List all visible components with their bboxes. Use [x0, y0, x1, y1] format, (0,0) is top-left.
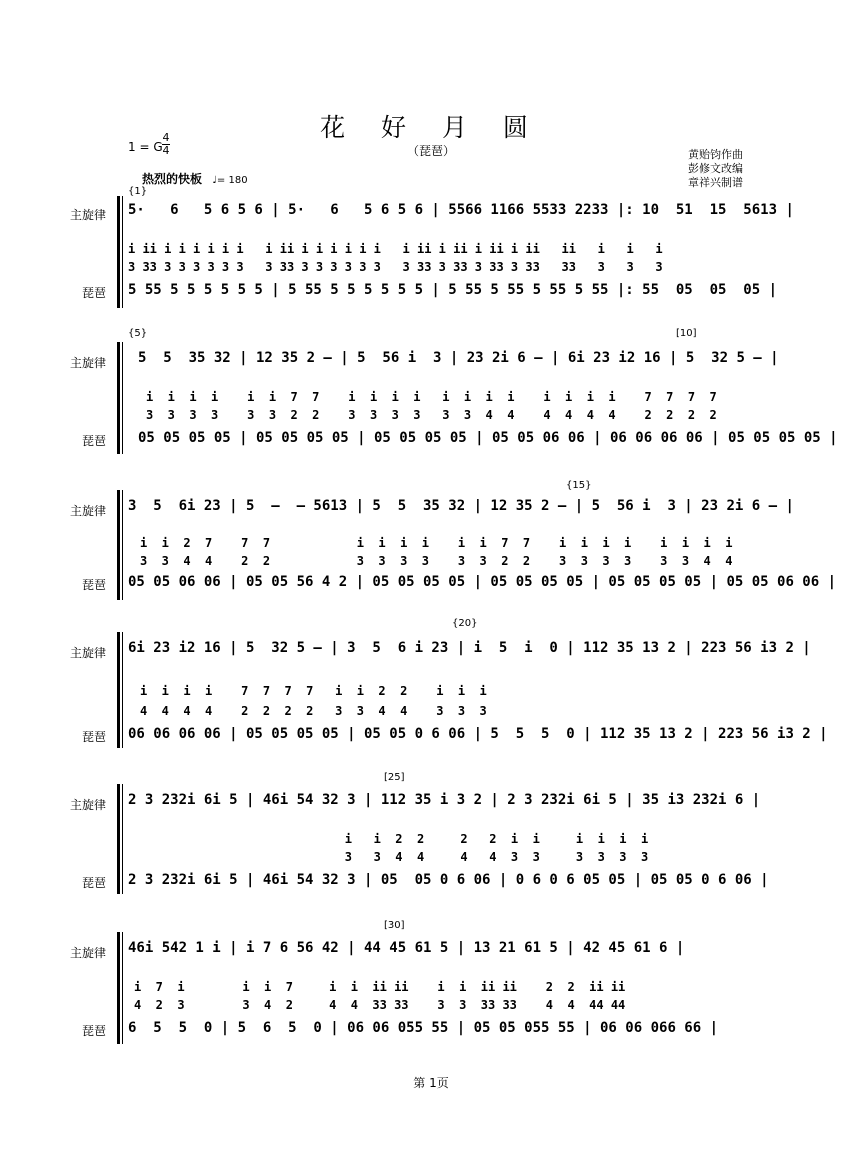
melody-line: 5 5 35 32 | 12 35 2 – | 5 56 i 3 | 23 2i 6 – | 6i 23 i2 16 | 5 32 5 – |	[138, 350, 779, 366]
pipa-chord-upper: i i 2 2 2 2 i i i i i i	[128, 832, 649, 846]
pipa-chord-lower: 4 2 3 3 4 2 4 4 33 33 3 3 33 33 4 4 44 44	[134, 998, 626, 1012]
measure-marker: {5}	[128, 328, 148, 339]
melody-label: 主旋律	[70, 798, 107, 812]
pipa-chord-upper: i 7 i i i 7 i i ii ii i i ii ii 2 2 ii ii	[134, 980, 626, 994]
measure-marker: {1}	[128, 186, 148, 197]
pipa-chord-lower: 4 4 4 4 2 2 2 2 3 3 4 4 3 3 3	[140, 704, 487, 718]
pipa-chord-upper: i i 2 7 7 7 i i i i i i 7 7 i i i i i i i i	[140, 536, 733, 550]
pipa-chord-lower: 3 3 4 4 4 4 3 3 3 3 3 3	[128, 850, 649, 864]
melody-line: 2 3 232i 6i 5 | 46i 54 32 3 | 112 35 i 3 2 | 2 3 232i 6i 5 | 35 i3 232i 6 |	[128, 792, 761, 808]
credit-arranger: 彭修文改编	[688, 162, 743, 175]
credits	[688, 148, 743, 190]
system-bracket-line	[122, 932, 123, 1044]
melody-line: 6i 23 i2 16 | 5 32 5 – | 3 5 6 i 23 | i 5 i 0 | 112 35 13 2 | 223 56 i3 2 |	[128, 640, 811, 656]
pipa-line: 05 05 06 06 | 05 05 56 4 2 | 05 05 05 05 | 05 05 05 05 | 05 05 05 05 | 05 05 06 06 |	[128, 574, 837, 590]
credit-transcriber: 章祥兴制谱	[688, 176, 743, 189]
system-bracket	[117, 196, 120, 308]
pipa-chord-lower: 3 33 3 3 3 3 3 3 3 33 3 3 3 3 3 3 3 33 3 33 3 33 3 33 33 3 3 3	[128, 260, 663, 274]
melody-label: 主旋律	[70, 646, 107, 660]
pipa-line: 2 3 232i 6i 5 | 46i 54 32 3 | 05 05 0 6 06 | 0 6 0 6 05 05 | 05 05 0 6 06 |	[128, 872, 769, 888]
melody-line: 5· 6 5 6 5 6 | 5· 6 5 6 5 6 | 5566 1166 5533 2233 |: 10 51 15 5613 |	[128, 202, 794, 218]
system-bracket-line	[122, 632, 123, 748]
time-top: 4	[162, 131, 170, 144]
time-bottom: 4	[162, 144, 170, 157]
pipa-label: 琵琶	[82, 578, 107, 592]
page-title: 花 好 月 圆	[320, 113, 542, 142]
score-system-1	[0, 186, 862, 306]
pipa-chord-lower: 3 3 3 3 3 3 2 2 3 3 3 3 3 3 4 4 4 4 4 4 2 2 2 2	[146, 408, 717, 422]
melody-label: 主旋律	[70, 208, 107, 222]
pipa-chord-lower: 3 3 4 4 2 2 3 3 3 3 3 3 2 2 3 3 3 3 3 3 4 4	[140, 554, 733, 568]
system-bracket-line	[122, 784, 123, 894]
pipa-label: 琵琶	[82, 434, 107, 448]
measure-marker: [25]	[384, 772, 405, 783]
pipa-label: 琵琶	[82, 876, 107, 890]
system-bracket-line	[122, 196, 123, 308]
system-bracket	[117, 632, 120, 748]
system-bracket	[117, 784, 120, 894]
score-system-6	[0, 918, 862, 1048]
system-bracket-line	[122, 342, 123, 454]
melody-line: 3 5 6i 23 | 5 – – 5613 | 5 5 35 32 | 12 35 2 – | 5 56 i 3 | 23 2i 6 – |	[128, 498, 794, 514]
pipa-line: 5 55 5 5 5 5 5 5 | 5 55 5 5 5 5 5 5 | 5 55 5 55 5 55 5 55 |: 55 05 05 05 |	[128, 282, 778, 298]
measure-marker: {20}	[452, 618, 478, 629]
score-system-5	[0, 770, 862, 900]
tempo-text: 热烈的快板	[142, 172, 203, 186]
measure-marker: {15}	[566, 480, 592, 491]
page-number: 第 1页	[413, 1076, 449, 1090]
melody-label: 主旋律	[70, 946, 107, 960]
pipa-line: 6 5 5 0 | 5 6 5 0 | 06 06 055 55 | 05 05 055 55 | 06 06 066 66 |	[128, 1020, 719, 1036]
pipa-line: 06 06 06 06 | 05 05 05 05 | 05 05 0 6 06 | 5 5 5 0 | 112 35 13 2 | 223 56 i3 2 |	[128, 726, 828, 742]
pipa-label: 琵琶	[82, 730, 107, 744]
measure-marker-10: [10]	[676, 328, 697, 339]
melody-label: 主旋律	[70, 356, 107, 370]
melody-label: 主旋律	[70, 504, 107, 518]
score-system-3	[0, 476, 862, 606]
pipa-chord-upper: i i i i i i 7 7 i i i i i i i i i i i i 7 7 7 7	[146, 390, 717, 404]
pipa-chord-upper: i i i i 7 7 7 7 i i 2 2 i i i	[140, 684, 487, 698]
system-bracket-line	[122, 490, 123, 600]
tempo-value: ♩= 180	[212, 175, 248, 186]
system-bracket	[117, 342, 120, 454]
credit-composer: 黄贻钧作曲	[688, 148, 743, 161]
pipa-chord-upper: i ii i i i i i i i ii i i i i i i i ii i ii i ii i ii ii i i i	[128, 242, 663, 256]
page-subtitle: （琵琶）	[406, 144, 455, 158]
pipa-line: 05 05 05 05 | 05 05 05 05 | 05 05 05 05 | 05 05 06 06 | 06 06 06 06 | 05 05 05 05 |	[138, 430, 838, 446]
melody-line: 46i 542 1 i | i 7 6 56 42 | 44 45 61 5 | 13 21 61 5 | 42 45 61 6 |	[128, 940, 685, 956]
tempo-marking	[142, 170, 248, 187]
system-bracket	[117, 932, 120, 1044]
system-bracket	[117, 490, 120, 600]
pipa-label: 琵琶	[82, 286, 107, 300]
key-signature: 1 = G	[128, 140, 163, 154]
pipa-label: 琵琶	[82, 1024, 107, 1038]
time-signature	[162, 132, 170, 157]
score-system-2	[0, 328, 862, 458]
score-system-4	[0, 616, 862, 756]
measure-marker: [30]	[384, 920, 405, 931]
